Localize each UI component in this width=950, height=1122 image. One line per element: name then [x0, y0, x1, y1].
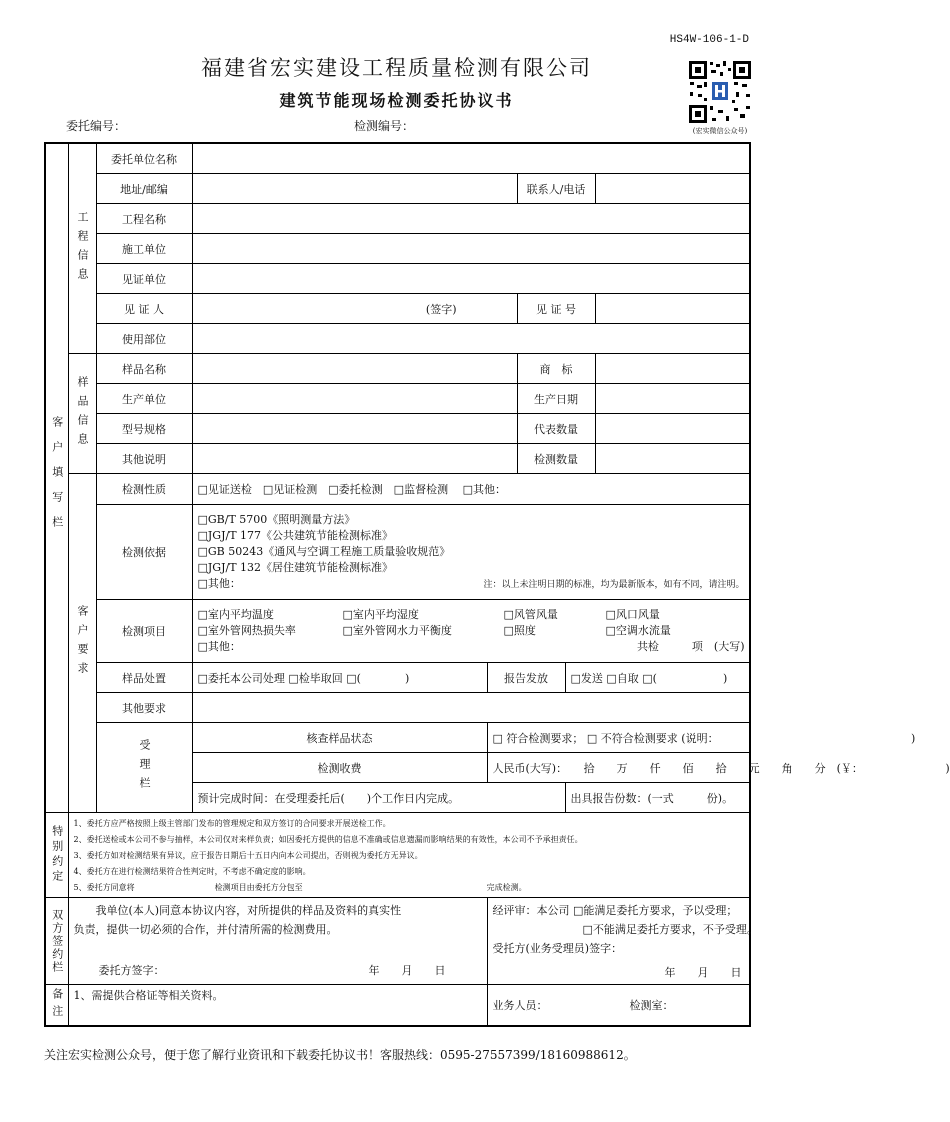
report-copies-field[interactable]: 出具报告份数：(一式 份)。 [565, 783, 750, 813]
sample-disposal-label: 样品处置 [96, 663, 192, 693]
client-sign-area[interactable] [68, 898, 487, 985]
item-option[interactable]: □室内平均湿度 [342, 608, 419, 621]
other-desc-label: 其他说明 [96, 444, 192, 474]
witness-no-field[interactable] [595, 294, 750, 324]
terms-section-label: 特别约定 [45, 813, 68, 898]
fee-label: 检测收费 [192, 753, 487, 783]
item-option[interactable]: □室内平均温度 [197, 608, 274, 621]
rep-qty-field[interactable] [595, 414, 750, 444]
basis-option[interactable]: □GB 50243《通风与空调工程施工质量验收规范》 [197, 545, 451, 558]
prod-date-label: 生产日期 [517, 384, 595, 414]
report-delivery-options[interactable]: □发送 □自取 □( ) [565, 663, 750, 693]
item-option[interactable]: □照度 [503, 624, 536, 637]
signature-hint: (签字) [425, 302, 457, 316]
basis-option[interactable]: □GB/T 5700《照明测量方法》 [197, 513, 356, 526]
sign-section-label: 双方签约栏 [45, 898, 68, 985]
brand-label: 商 标 [517, 354, 595, 384]
producer-field[interactable] [192, 384, 517, 414]
witness-unit-field[interactable] [192, 264, 750, 294]
project-name-field[interactable] [192, 204, 750, 234]
commission-no-label: 委托编号： [66, 119, 127, 133]
contact-field[interactable] [595, 174, 750, 204]
client-statement-1: 我单位(本人)同意本协议内容，对所提供的样品及资料的真实性 [73, 904, 402, 917]
test-qty-field[interactable] [595, 444, 750, 474]
term-item: 1、委托方应严格按照上级主管部门发布的管理规定和双方签订的合同要求开展送检工作。 [73, 819, 391, 828]
project-info-label: 工程信息 [68, 143, 96, 354]
contact-label: 联系人/电话 [517, 174, 595, 204]
use-dept-field[interactable] [192, 324, 750, 354]
sample-name-field[interactable] [192, 354, 517, 384]
commission-form-table [44, 142, 950, 1027]
document-code: HS4W-106-1-D [669, 34, 749, 46]
staff-label: 业务人员： [492, 999, 548, 1012]
model-field[interactable] [192, 414, 517, 444]
model-label: 型号规格 [96, 414, 192, 444]
rep-qty-label: 代表数量 [517, 414, 595, 444]
witness-person-label: 见 证 人 [96, 294, 192, 324]
term-item: 5、委托方同意将 检测项目由委托方分包至 完成检测。 [73, 883, 527, 892]
prod-date-field[interactable] [595, 384, 750, 414]
item-option[interactable]: □风口风量 [605, 608, 660, 621]
producer-label: 生产单位 [96, 384, 192, 414]
terms-list [68, 813, 750, 898]
document-title: 建筑节能现场检测委托协议书 [279, 91, 514, 110]
client-statement-2: 负责，提供一切必须的合作，并付清所需的检测费用。 [73, 923, 338, 936]
witness-no-label: 见 证 号 [517, 294, 595, 324]
remark-staff-area[interactable] [487, 985, 750, 1027]
sample-status-options[interactable]: □ 符合检测要求； □ 不符合检测要求 (说明： ) [487, 723, 750, 753]
project-name-label: 工程名称 [96, 204, 192, 234]
unit-name-label: 委托单位名称 [96, 143, 192, 174]
review-sign-label: 受托方(业务受理员)签字： [492, 942, 623, 955]
review-sign-date: 年 月 日 [664, 966, 742, 979]
item-option[interactable]: □室外管网热损失率 [197, 624, 296, 637]
basis-option[interactable]: □其他： [197, 577, 241, 590]
items-total: 共检 项 (大写) [636, 640, 745, 653]
accept-section-label: 受理栏 [96, 723, 192, 813]
construction-unit-field[interactable] [192, 234, 750, 264]
unit-name-field[interactable] [192, 143, 750, 174]
sample-name-label: 样品名称 [96, 354, 192, 384]
test-nature-label: 检测性质 [96, 474, 192, 505]
test-nature-options[interactable]: □见证送检 □见证检测 □委托检测 □监督检测 □其他： [192, 474, 750, 505]
other-desc-field[interactable] [192, 444, 517, 474]
requirements-label: 客户要求 [68, 474, 96, 813]
review-line-1[interactable]: 经评审：本公司 □能满足委托方要求，予以受理； [492, 904, 738, 917]
review-area[interactable] [487, 898, 758, 985]
qr-code-icon [688, 60, 752, 124]
fee-field[interactable]: 人民币(大写)： 拾 万 仟 佰 拾 元 角 分 (￥： ) [487, 753, 750, 783]
brand-field[interactable] [595, 354, 750, 384]
basis-note: 注：以上未注明日期的标准，均为最新版本，如有不同，请注明。 [483, 580, 745, 590]
test-items-options[interactable] [192, 600, 750, 663]
witness-signature-field[interactable] [192, 294, 517, 324]
address-field[interactable] [192, 174, 517, 204]
item-option[interactable]: □室外管网水力平衡度 [342, 624, 452, 637]
address-label: 地址/邮编 [96, 174, 192, 204]
term-item: 4、委托方在进行检测结果符合性判定时，不考虑不确定度的影响。 [73, 867, 311, 876]
sample-status-label: 核查样品状态 [192, 723, 487, 753]
witness-unit-label: 见证单位 [96, 264, 192, 294]
other-requirements-label: 其他要求 [96, 693, 192, 723]
item-option[interactable]: □其他： [197, 640, 241, 653]
sample-disposal-options[interactable]: □委托本公司处理 □检毕取回 □( ) [192, 663, 487, 693]
test-basis-label: 检测依据 [96, 505, 192, 600]
qr-caption: (宏实微信公众号) [692, 127, 748, 135]
term-item: 2、委托送检或本公司不参与抽样，本公司仅对来样负责；如因委托方提供的信息不准确或信息遗漏而影响结果的有效性，本公司不予承担责任。 [73, 835, 583, 844]
company-name: 福建省宏实建设工程质量检测有限公司 [201, 56, 592, 80]
report-delivery-label: 报告发放 [487, 663, 565, 693]
client-sign-label: 委托方签字： [98, 964, 165, 977]
remark-text: 1、需提供合格证等相关资料。 [68, 985, 487, 1027]
test-basis-options[interactable] [192, 505, 750, 600]
item-option[interactable]: □空调水流量 [605, 624, 671, 637]
lab-label: 检测室： [629, 999, 674, 1012]
basis-option[interactable]: □JGJ/T 132《居住建筑节能检测标准》 [197, 561, 394, 574]
test-no-label: 检测编号： [354, 119, 415, 133]
client-section-label: 客户填写栏 [45, 143, 68, 813]
other-requirements-field[interactable] [192, 693, 750, 723]
remark-section-label: 备注 [45, 985, 68, 1027]
use-dept-label: 使用部位 [96, 324, 192, 354]
footer-hotline: 关注宏实检测公众号，便于您了解行业资讯和下载委托协议书！客服热线：0595-27557399/18160988612。 [44, 1048, 636, 1062]
item-option[interactable]: □风管风量 [503, 608, 558, 621]
test-items-label: 检测项目 [96, 600, 192, 663]
review-line-2[interactable]: □不能满足委托方要求，不予受理。 [582, 923, 758, 936]
client-sign-date: 年 月 日 [368, 964, 446, 977]
test-qty-label: 检测数量 [517, 444, 595, 474]
sample-info-label: 样品信息 [68, 354, 96, 474]
basis-option[interactable]: □JGJ/T 177《公共建筑节能检测标准》 [197, 529, 394, 542]
term-item: 3、委托方如对检测结果有异议，应于报告日期后十五日内向本公司提出，否则视为委托方无异议。 [73, 851, 423, 860]
construction-unit-label: 施工单位 [96, 234, 192, 264]
finish-time-field[interactable]: 预计完成时间：在受理委托后( )个工作日内完成。 [192, 783, 565, 813]
